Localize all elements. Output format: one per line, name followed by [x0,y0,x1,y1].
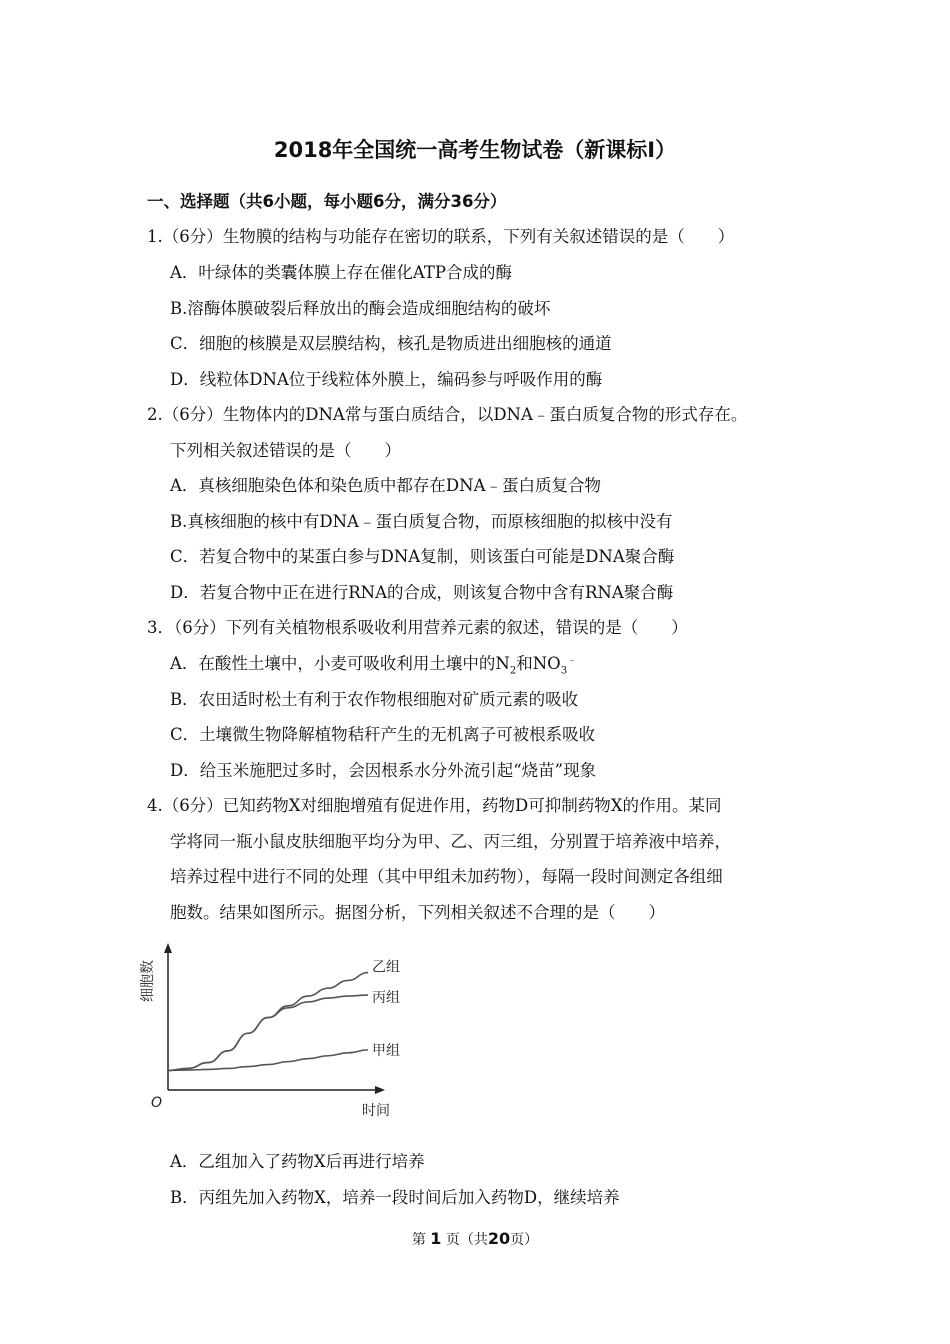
question-4-option-b: B．丙组先加入药物X，培养一段时间后加入药物D，继续培养 [170,1188,620,1207]
series-line-2 [168,995,368,1070]
origin-label: O [150,1095,162,1111]
x-axis-arrow-icon [375,1086,385,1094]
series-line-3 [168,1050,368,1071]
question-2-stem: 2.（6分）生物体内的DNA常与蛋白质结合，以DNA﹣蛋白质复合物的形式存在。 [147,405,748,424]
series-label-2: 丙组 [372,990,400,1007]
question-1-option-b: B.溶酶体膜破裂后释放出的酶会造成细胞结构的破坏 [170,299,551,318]
question-1-option-c: C．细胞的核膜是双层膜结构，核孔是物质进出细胞核的通道 [170,334,612,353]
question-1-option-d: D．线粒体DNA位于线粒体外膜上，编码参与呼吸作用的酶 [170,370,603,389]
section-title: 一、选择题（共6小题，每小题6分，满分36分） [147,192,507,211]
question-2-option-d: D．若复合物中正在进行RNA的合成，则该复合物中含有RNA聚合酶 [170,583,674,602]
question-2-stem-cont: 下列相关叙述错误的是（ ） [170,441,401,460]
question-1-stem: 1.（6分）生物膜的结构与功能存在密切的联系，下列有关叙述错误的是（ ） [147,227,735,246]
chart-axes [164,943,385,1094]
x-axis-label: 时间 [362,1103,390,1119]
question-4-stem-cont-2: 培养过程中进行不同的处理（其中甲组未加药物），每隔一段时间测定各组细 [170,867,723,886]
question-3-option-a: A．在酸性土壤中，小麦可吸收利用土壤中的$N_2$和$NO_3^﹣$ [170,654,578,677]
series-label-1: 乙组 [372,959,400,976]
question-4-stem: 4.（6分）已知药物X对细胞增殖有促进作用，药物D可抑制药物X的作用。某同 [147,796,722,815]
y-axis-label: 细胞数 [140,960,156,1002]
question-3-option-b: B．农田适时松土有利于农作物根细胞对矿质元素的吸收 [170,690,579,709]
question-2-option-c: C．若复合物中的某蛋白参与DNA复制，则该蛋白可能是DNA聚合酶 [170,547,675,566]
question-4-option-a: A．乙组加入了药物X后再进行培养 [170,1152,425,1171]
question-2-option-b: B.真核细胞的核中有DNA﹣蛋白质复合物，而原核细胞的拟核中没有 [170,512,673,531]
question-1-option-a: A．叶绿体的类囊体膜上存在催化ATP合成的酶 [170,263,513,282]
series-label-3: 甲组 [372,1042,400,1059]
question-4-stem-cont-1: 学将同一瓶小鼠皮肤细胞平均分为甲、乙、丙三组，分别置于培养液中培养， [170,832,731,851]
page-footer: 第 1 页（共20页） [411,1229,539,1248]
question-3-option-d: D．给玉米施肥过多时，会因根系水分外流引起“烧苗”现象 [170,761,597,780]
question-3-stem: 3．（6分）下列有关植物根系吸收利用营养元素的叙述，错误的是（ ） [147,618,688,637]
question-4-stem-cont-3: 胞数。结果如图所示。据图分析，下列相关叙述不合理的是（ ） [170,903,665,922]
question-3-option-c: C．土壤微生物降解植物秸秆产生的无机离子可被根系吸收 [170,725,596,744]
cell-growth-chart [140,935,420,1125]
series-line-1 [168,973,368,1071]
page-title: 2018年全国统一高考生物试卷（新课标Ⅰ） [273,138,677,162]
y-axis-arrow-icon [164,943,172,953]
question-2-option-a: A．真核细胞染色体和染色质中都存在DNA﹣蛋白质复合物 [170,476,601,495]
